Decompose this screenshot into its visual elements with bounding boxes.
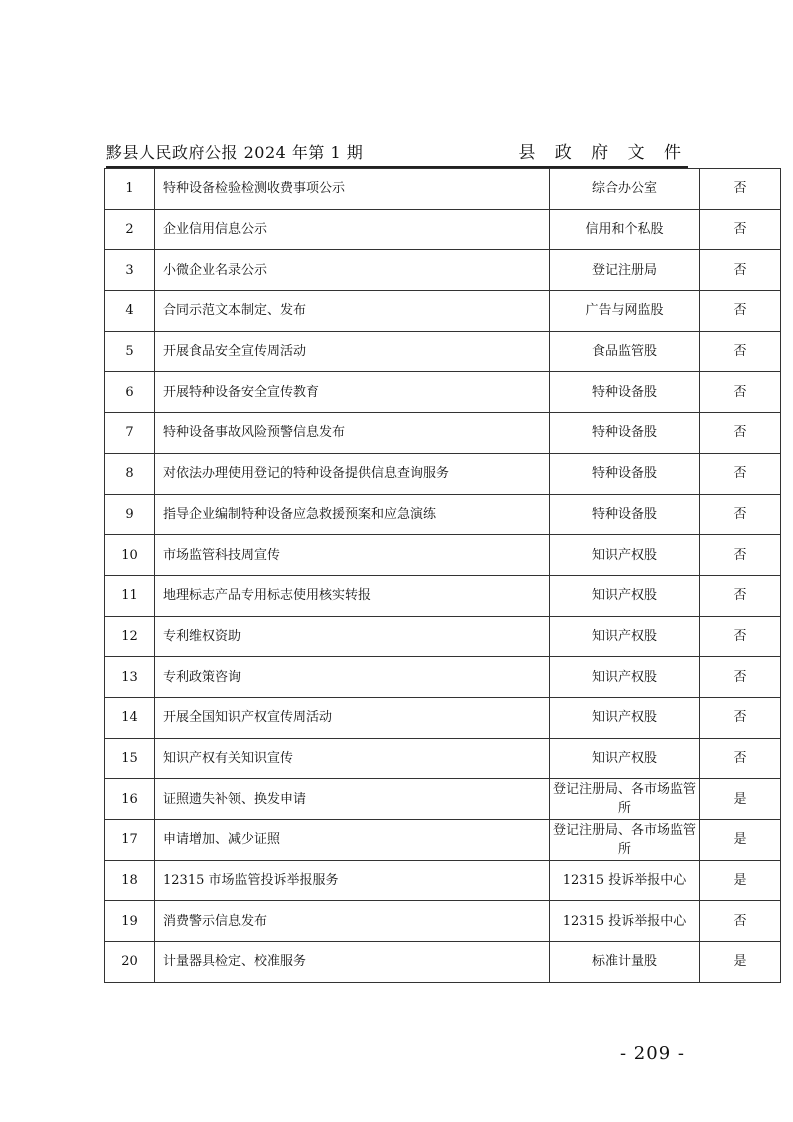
table-row — [105, 616, 781, 657]
item-name: 计量器具检定、校准服务 — [155, 942, 550, 983]
table-row — [105, 209, 781, 250]
table-row — [105, 901, 781, 942]
flag-cell: 否 — [700, 331, 781, 372]
department: 知识产权股 — [550, 738, 700, 779]
row-number: 11 — [105, 575, 155, 616]
table-row — [105, 697, 781, 738]
item-name: 对依法办理使用登记的特种设备提供信息查询服务 — [155, 453, 550, 494]
department: 知识产权股 — [550, 657, 700, 698]
item-name: 开展全国知识产权宣传周活动 — [155, 697, 550, 738]
flag-cell: 否 — [700, 494, 781, 535]
item-name: 特种设备事故风险预警信息发布 — [155, 413, 550, 454]
table-row — [105, 860, 781, 901]
item-name: 证照遗失补领、换发申请 — [155, 779, 550, 820]
flag-cell: 是 — [700, 942, 781, 983]
table-row — [105, 738, 781, 779]
row-number: 8 — [105, 453, 155, 494]
flag-cell: 否 — [700, 575, 781, 616]
item-name: 专利维权资助 — [155, 616, 550, 657]
department: 12315 投诉举报中心 — [550, 860, 700, 901]
flag-cell: 否 — [700, 453, 781, 494]
row-number: 4 — [105, 291, 155, 332]
department: 知识产权股 — [550, 535, 700, 576]
department: 登记注册局、各市场监管所 — [550, 820, 700, 861]
department: 食品监管股 — [550, 331, 700, 372]
row-number: 3 — [105, 250, 155, 291]
items-table — [104, 168, 781, 983]
department: 特种设备股 — [550, 413, 700, 454]
flag-cell: 否 — [700, 697, 781, 738]
row-number: 5 — [105, 331, 155, 372]
table-row — [105, 250, 781, 291]
department: 知识产权股 — [550, 697, 700, 738]
flag-cell: 否 — [700, 413, 781, 454]
flag-cell: 否 — [700, 291, 781, 332]
department: 12315 投诉举报中心 — [550, 901, 700, 942]
department: 广告与网监股 — [550, 291, 700, 332]
section-title: 县 政 府 文 件 — [518, 143, 688, 163]
item-name: 地理标志产品专用标志使用核实转报 — [155, 575, 550, 616]
row-number: 6 — [105, 372, 155, 413]
department: 信用和个私股 — [550, 209, 700, 250]
flag-cell: 是 — [700, 779, 781, 820]
page-number: - 209 - — [620, 1043, 685, 1064]
row-number: 19 — [105, 901, 155, 942]
row-number: 18 — [105, 860, 155, 901]
table-body — [105, 169, 781, 983]
department: 登记注册局 — [550, 250, 700, 291]
table-row — [105, 413, 781, 454]
table-row — [105, 575, 781, 616]
flag-cell: 否 — [700, 657, 781, 698]
bulletin-title: 黟县人民政府公报 2024 年第 1 期 — [106, 143, 364, 162]
item-name: 指导企业编制特种设备应急救援预案和应急演练 — [155, 494, 550, 535]
table-row — [105, 535, 781, 576]
department: 知识产权股 — [550, 575, 700, 616]
table-row — [105, 779, 781, 820]
item-name: 开展特种设备安全宣传教育 — [155, 372, 550, 413]
flag-cell: 否 — [700, 901, 781, 942]
item-name: 专利政策咨询 — [155, 657, 550, 698]
flag-cell: 否 — [700, 209, 781, 250]
row-number: 10 — [105, 535, 155, 576]
row-number: 12 — [105, 616, 155, 657]
item-name: 企业信用信息公示 — [155, 209, 550, 250]
department: 登记注册局、各市场监管所 — [550, 779, 700, 820]
department: 综合办公室 — [550, 169, 700, 210]
table-row — [105, 331, 781, 372]
department: 知识产权股 — [550, 616, 700, 657]
table-row — [105, 291, 781, 332]
department: 特种设备股 — [550, 372, 700, 413]
flag-cell: 否 — [700, 372, 781, 413]
table-row — [105, 820, 781, 861]
row-number: 7 — [105, 413, 155, 454]
table-row — [105, 657, 781, 698]
row-number: 17 — [105, 820, 155, 861]
item-name: 知识产权有关知识宣传 — [155, 738, 550, 779]
table-row — [105, 372, 781, 413]
flag-cell: 否 — [700, 738, 781, 779]
row-number: 1 — [105, 169, 155, 210]
item-name: 合同示范文本制定、发布 — [155, 291, 550, 332]
flag-cell: 是 — [700, 820, 781, 861]
table-row — [105, 169, 781, 210]
department: 特种设备股 — [550, 453, 700, 494]
table-row — [105, 494, 781, 535]
department: 特种设备股 — [550, 494, 700, 535]
row-number: 2 — [105, 209, 155, 250]
item-name: 开展食品安全宣传周活动 — [155, 331, 550, 372]
flag-cell: 否 — [700, 616, 781, 657]
flag-cell: 否 — [700, 169, 781, 210]
flag-cell: 否 — [700, 535, 781, 576]
flag-cell: 是 — [700, 860, 781, 901]
table-row — [105, 453, 781, 494]
row-number: 14 — [105, 697, 155, 738]
row-number: 13 — [105, 657, 155, 698]
row-number: 16 — [105, 779, 155, 820]
item-name: 特种设备检验检测收费事项公示 — [155, 169, 550, 210]
item-name: 小微企业名录公示 — [155, 250, 550, 291]
row-number: 9 — [105, 494, 155, 535]
item-name: 12315 市场监管投诉举报服务 — [155, 860, 550, 901]
row-number: 20 — [105, 942, 155, 983]
table-row — [105, 942, 781, 983]
page-header — [106, 142, 688, 168]
item-name: 消费警示信息发布 — [155, 901, 550, 942]
flag-cell: 否 — [700, 250, 781, 291]
department: 标准计量股 — [550, 942, 700, 983]
item-name: 申请增加、减少证照 — [155, 820, 550, 861]
item-name: 市场监管科技周宣传 — [155, 535, 550, 576]
row-number: 15 — [105, 738, 155, 779]
